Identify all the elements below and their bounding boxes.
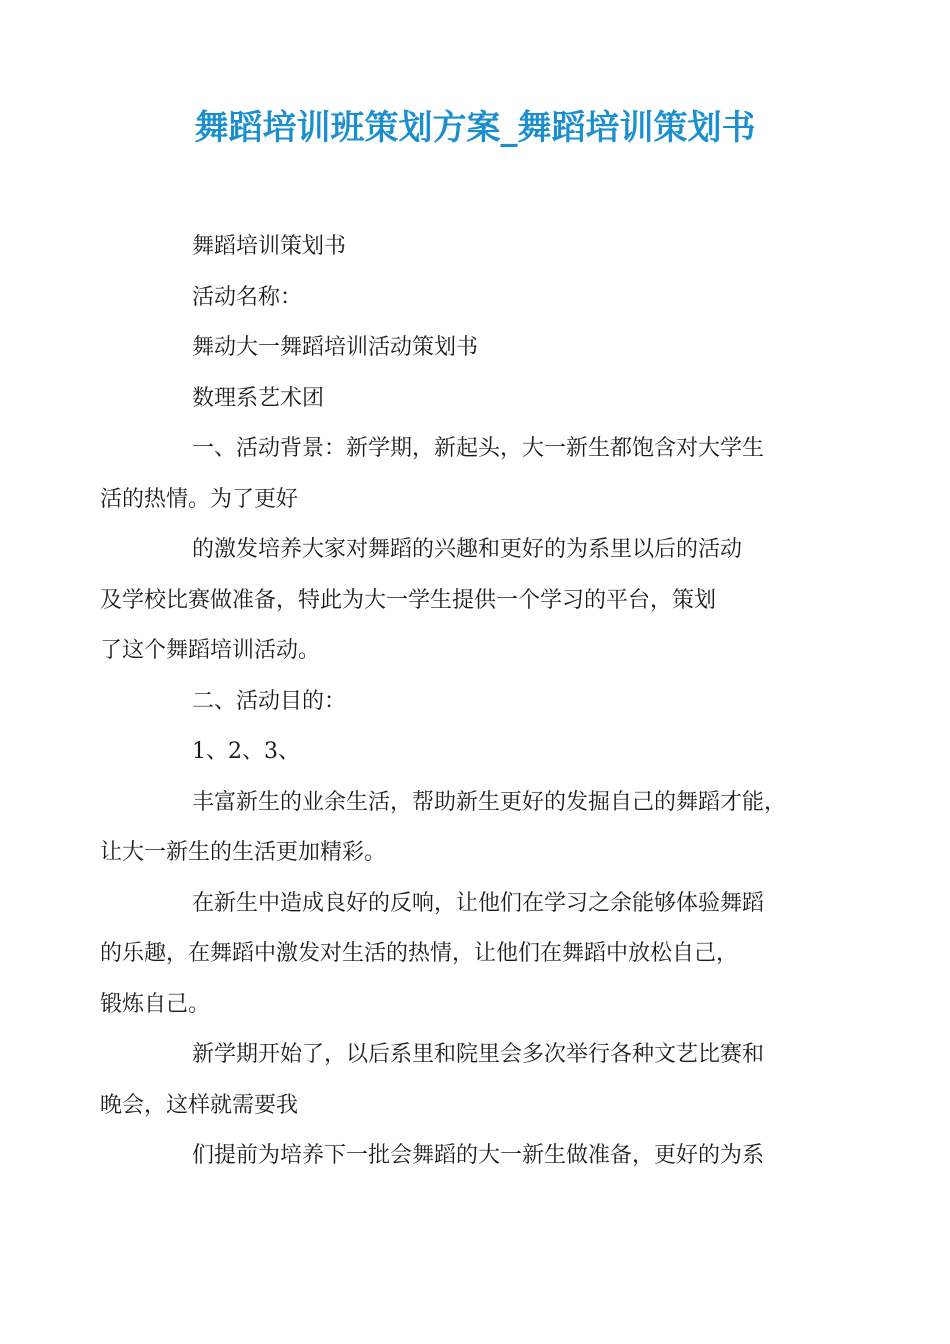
paragraph-line: 二、活动目的： <box>192 688 347 714</box>
document-body <box>100 222 816 1182</box>
paragraph <box>146 727 816 778</box>
paragraph-line: 新学期开始了，以后系里和院里会多次举行各种文艺比赛和 <box>192 1042 765 1067</box>
document-title: 舞蹈培训班策划方案_舞蹈培训策划书 <box>194 108 756 148</box>
paragraph <box>146 1131 816 1182</box>
paragraph-line: 舞蹈培训策划书 <box>192 234 347 259</box>
paragraph-line: 的乐趣，在舞蹈中激发对生活的热情，让他们在舞蹈中放松自己， <box>100 941 739 966</box>
paragraph-line: 的激发培养大家对舞蹈的兴趣和更好的为系里以后的活动 <box>192 537 743 562</box>
paragraph <box>100 1030 816 1131</box>
paragraph <box>100 424 816 525</box>
paragraph <box>100 778 816 879</box>
paragraph-line: 丰富新生的业余生活，帮助新生更好的发掘自己的舞蹈才能， <box>192 789 787 815</box>
paragraph-line: 及学校比赛做准备，特此为大一学生提供一个学习的平台，策划 <box>100 587 717 613</box>
paragraph-line: 锻炼自己。 <box>100 991 211 1017</box>
paragraph-line: 数理系艺术团 <box>192 385 325 411</box>
paragraph-line: 让大一新生的生活更加精彩。 <box>100 840 387 865</box>
paragraph <box>100 525 816 677</box>
paragraph <box>146 374 816 425</box>
paragraph <box>146 677 816 728</box>
paragraph-line: 一、活动背景：新学期，新起头，大一新生都饱含对大学生 <box>192 436 765 461</box>
paragraph-line: 在新生中造成良好的反响，让他们在学习之余能够体验舞蹈 <box>192 890 765 916</box>
paragraph <box>146 222 816 273</box>
paragraph <box>146 273 816 324</box>
paragraph-line: 1、2、3、 <box>192 739 300 764</box>
paragraph-line: 晚会，这样就需要我 <box>100 1092 299 1118</box>
paragraph-line: 了这个舞蹈培训活动。 <box>100 638 321 663</box>
paragraph-line: 们提前为培养下一批会舞蹈的大一新生做准备，更好的为系 <box>192 1143 765 1168</box>
paragraph-line: 活的热情。为了更好 <box>100 486 299 512</box>
paragraph-line: 活动名称： <box>192 284 303 310</box>
paragraph-line: 舞动大一舞蹈培训活动策划书 <box>192 335 479 360</box>
paragraph <box>100 879 816 1031</box>
paragraph <box>146 323 816 374</box>
